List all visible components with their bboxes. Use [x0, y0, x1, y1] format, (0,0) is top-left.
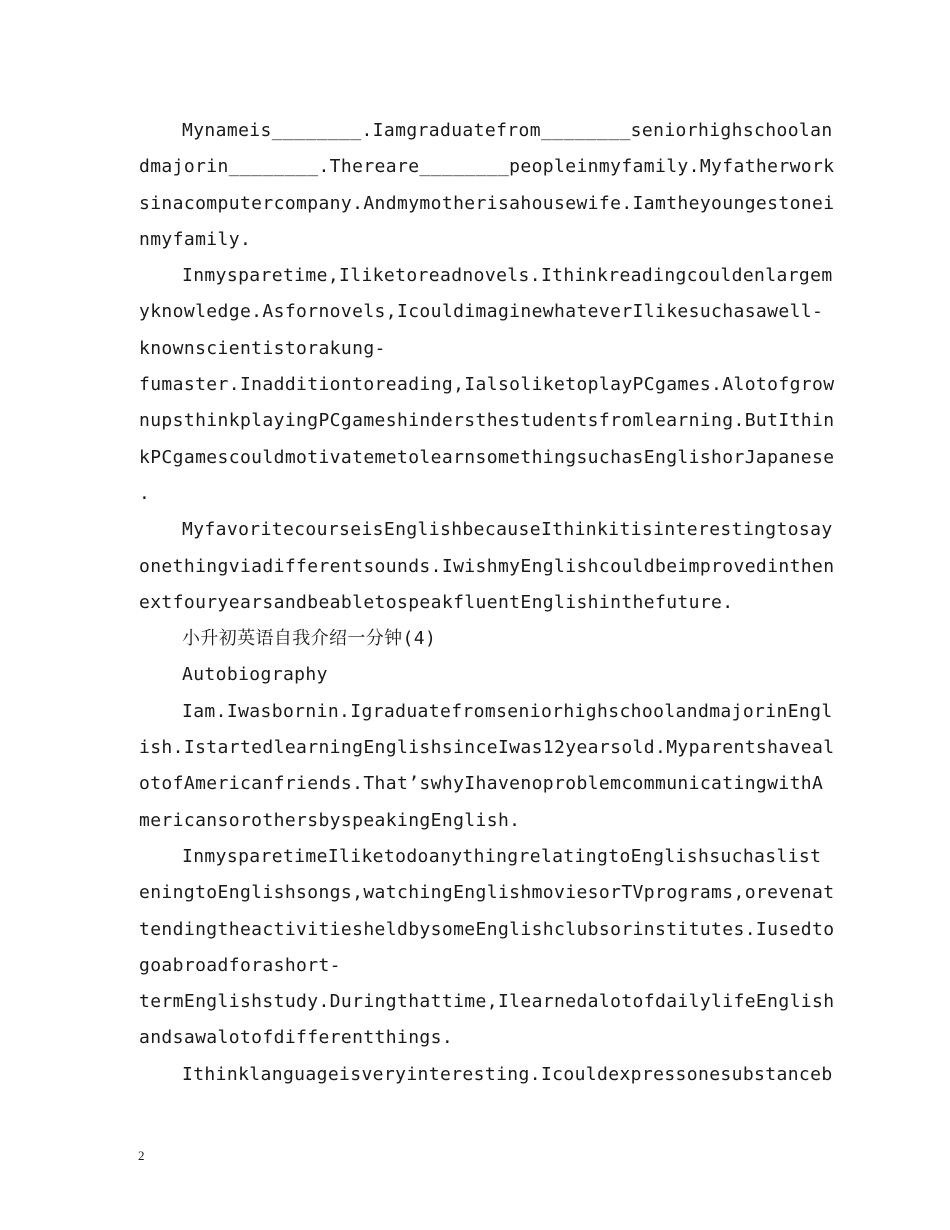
page-number: 2 — [138, 1148, 145, 1163]
text-line: InmysparetimeIliketodoanythingrelatingtoEnglishsuchaslist — [182, 845, 822, 867]
text-line: Ithinklanguageisveryinteresting.Icouldexpressonesubstanceb — [182, 1063, 833, 1085]
text-line: tendingtheactivitiesheldbysomeEnglishclubsorinstitutes.Iusedto — [139, 918, 835, 940]
section-subtitle: Autobiography — [182, 664, 328, 686]
text-line: kPCgamescouldmotivatemetolearnsomethingsuchasEnglishorJapanese — [139, 446, 835, 468]
text-line: yknowledge.Asfornovels,IcouldimaginewhateverIlikesuchasawell- — [139, 301, 824, 323]
text-line: fumaster.Inadditiontoreading,IalsoliketoplayPCgames.Alotofgrow — [139, 374, 835, 396]
text-line: ish.IstartedlearningEnglishsinceIwas12yearsold.Myparentshaveal — [139, 737, 835, 759]
text-line: knownscientistorakung- — [139, 337, 386, 359]
text-line: andsawalotofdifferentthings. — [139, 1027, 454, 1049]
text-line: otofAmericanfriends.That’swhyIhavenoproblemcommunicatingwithA — [139, 773, 824, 795]
text-line: nmyfamily. — [139, 228, 252, 250]
text-line: onethingviadifferentsounds.IwishmyEnglishcouldbeimprovedinthen — [139, 555, 835, 577]
document-body — [139, 113, 835, 1093]
text-line: dmajorin________.Thereare________peopleinmyfamily.Myfatherwork — [139, 156, 835, 178]
text-line: sinacomputercompany.Andmymotherisahousewife.Iamtheyoungestonei — [139, 192, 835, 214]
text-line: Iam.Iwasbornin.IgraduatefromseniorhighschoolandmajorinEngl — [182, 700, 833, 722]
text-line: termEnglishstudy.Duringthattime,IlearnedalotofdailylifeEnglish — [139, 991, 835, 1013]
text-line: Inmysparetime,Iliketoreadnovels.Ithinkreadingcouldenlargem — [182, 265, 833, 287]
text-line: Mynameis________.Iamgraduatefrom________seniorhighschoolan — [182, 120, 833, 141]
text-line: nupsthinkplayingPCgameshindersthestudentsfromlearning.ButIthin — [139, 410, 835, 432]
text-line: . — [139, 482, 151, 504]
text-line: extfouryearsandbeabletospeakfluentEnglishinthefuture. — [139, 591, 734, 613]
text-line: MyfavoritecourseisEnglishbecauseIthinkitisinterestingtosay — [182, 519, 833, 541]
section-heading: 小升初英语自我介绍一分钟(4) — [182, 628, 437, 650]
text-line: mericansorothersbyspeakingEnglish. — [139, 809, 521, 831]
text-line: eningtoEnglishsongs,watchingEnglishmoviesorTVprograms,orevenat — [139, 882, 835, 904]
text-line: goabroadforashort- — [139, 954, 341, 976]
